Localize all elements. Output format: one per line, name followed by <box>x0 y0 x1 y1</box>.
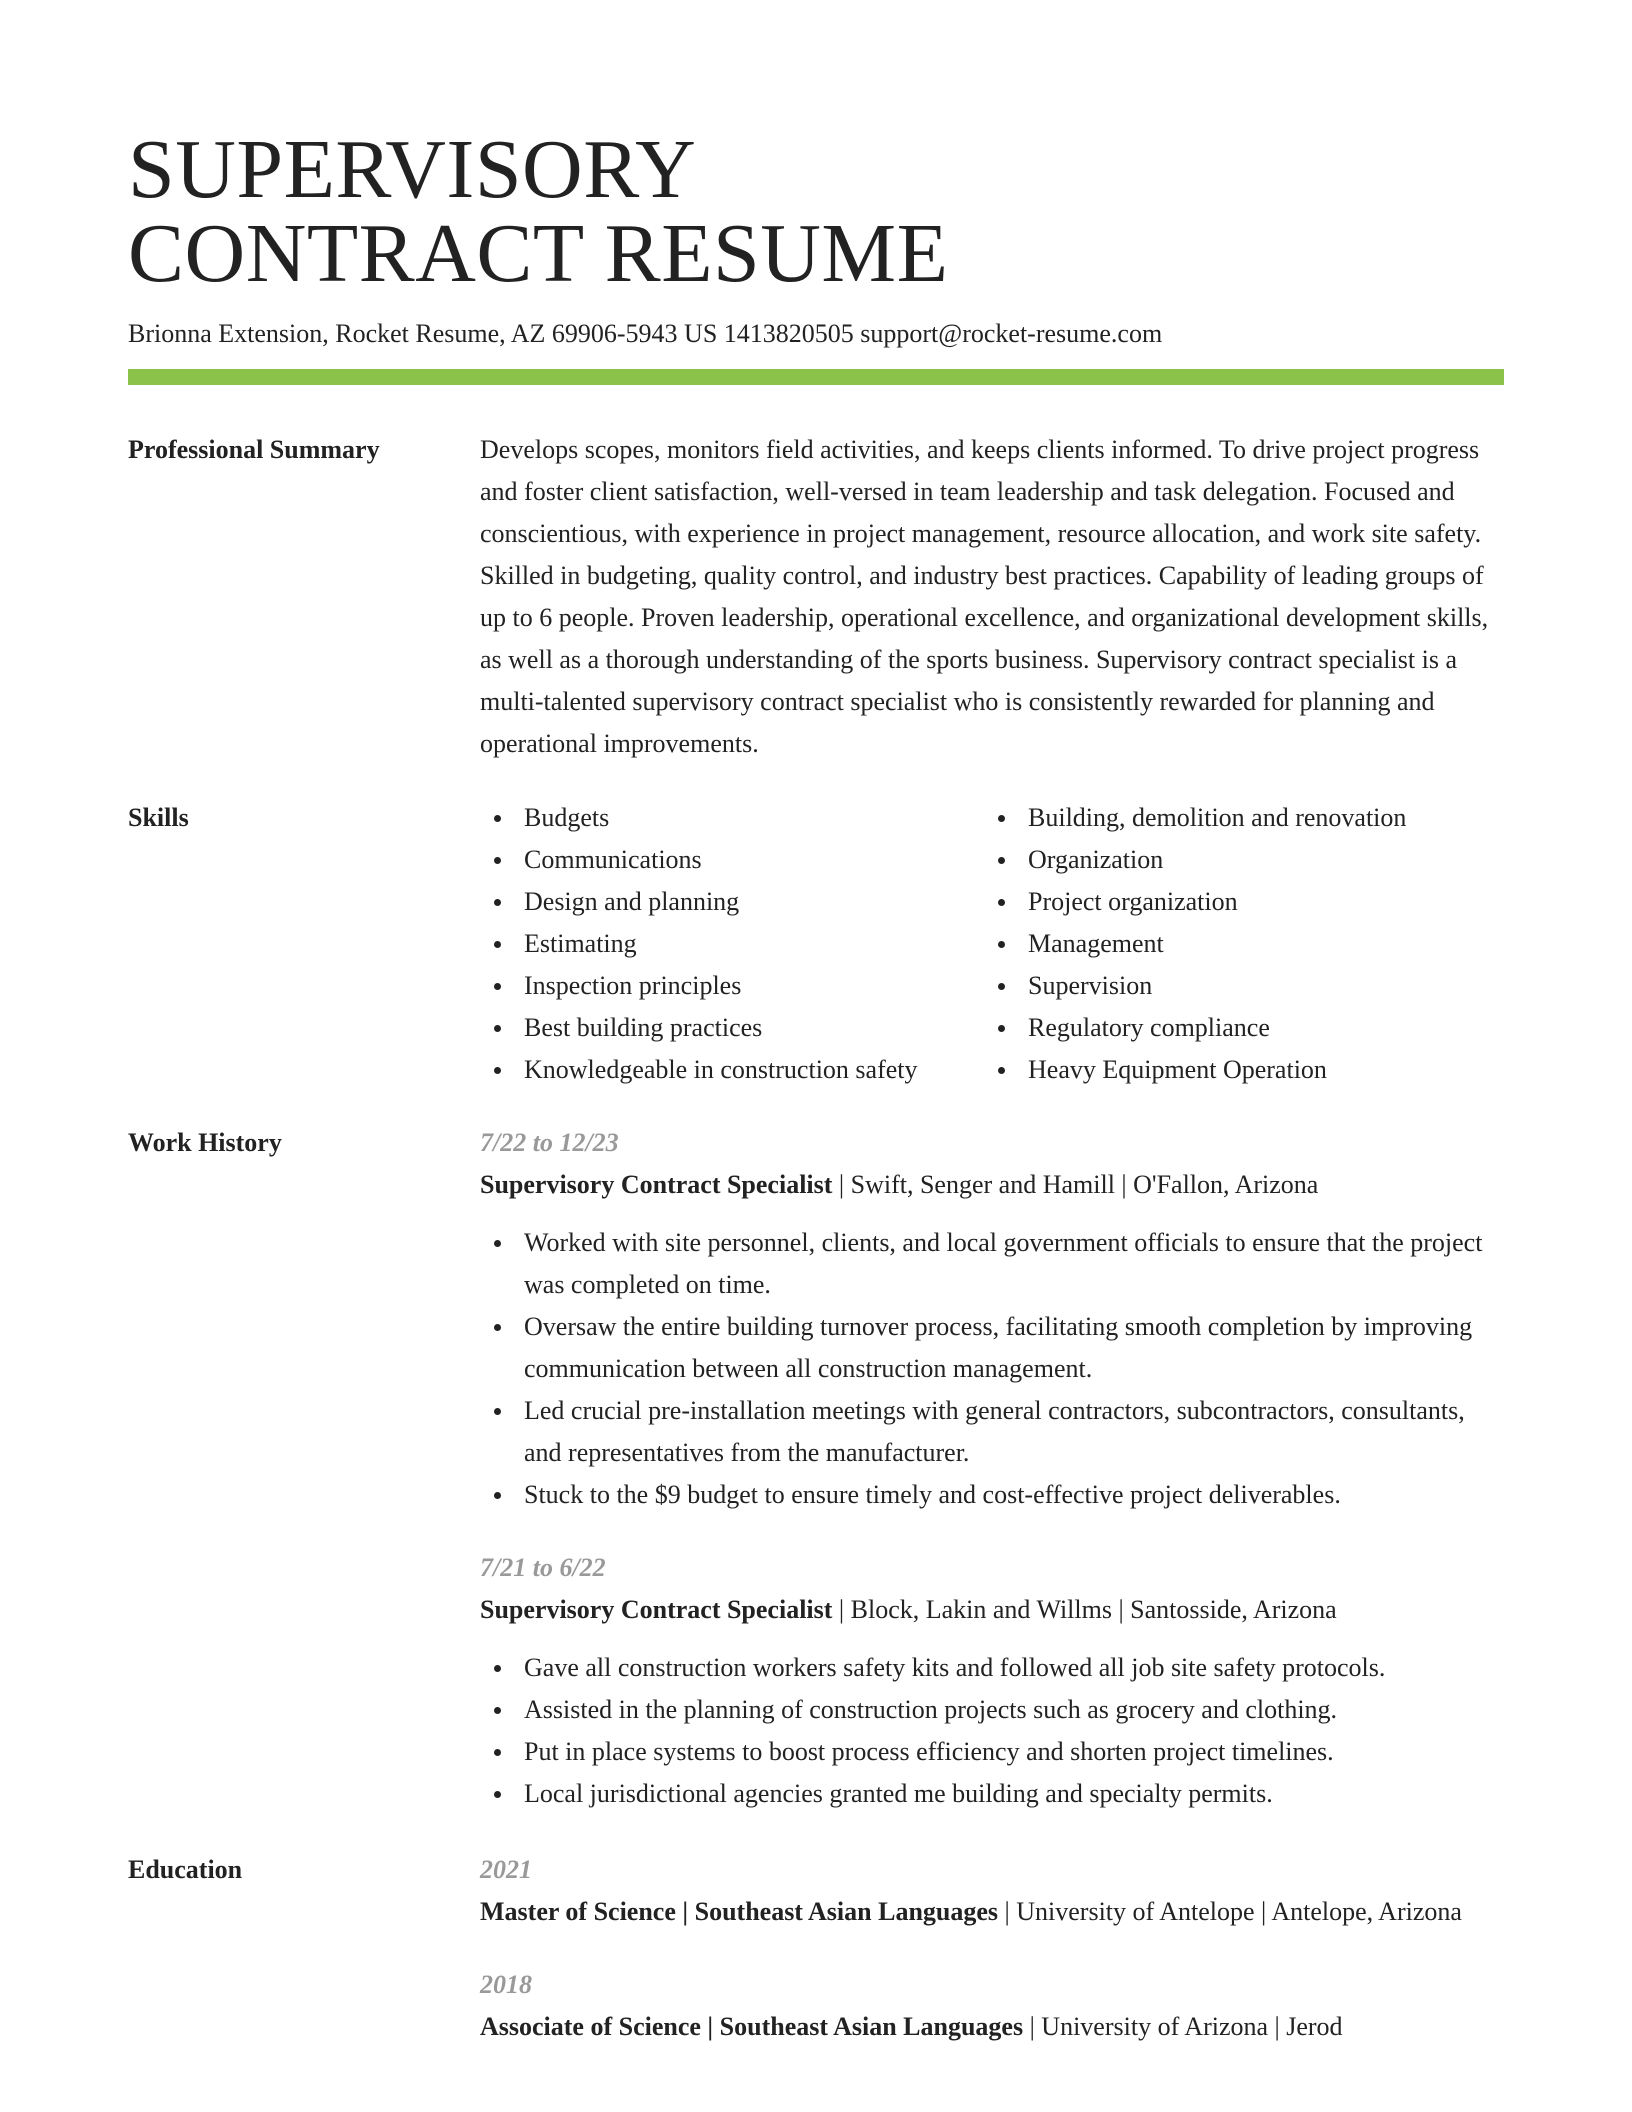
education-section <box>128 1849 1504 2048</box>
skills-column-right <box>984 797 1406 1091</box>
skill-item: Heavy Equipment Operation <box>984 1049 1406 1091</box>
job-heading <box>480 1164 1504 1206</box>
professional-summary-text: Develops scopes, monitors field activities, and keeps clients informed. To drive project progress and foster client satisfaction, well-versed in team leadership and task delegation. Focused and conscientious, with experience in project management, resource allocation, and work site safety. Skilled in budgeting, quality control, and industry best practices. Capability of leading groups of up to 6 people. Proven leadership, operational excellence, and organizational development skills, as well as a thorough understanding of the sports business. Supervisory contract specialist is a multi-talented supervisory contract specialist who is consistently rewarded for planning and operational improvements. <box>480 435 1489 758</box>
job-bullet: Gave all construction workers safety kits and followed all job site safety protocols. <box>480 1647 1504 1689</box>
job-heading <box>480 1589 1504 1631</box>
education-details: | University of Arizona | Jerod <box>1023 2012 1343 2041</box>
work-history-list <box>480 1122 1504 1815</box>
education-entry <box>480 1964 1504 2048</box>
skill-item: Communications <box>480 839 984 881</box>
education-heading <box>480 2006 1504 2048</box>
skill-item: Estimating <box>480 923 984 965</box>
job-entry <box>480 1122 1504 1516</box>
job-bullet: Worked with site personnel, clients, and local government officials to ensure that the project was completed on time. <box>480 1222 1504 1306</box>
job-role: Supervisory Contract Specialist <box>480 1595 833 1624</box>
job-bullet: Assisted in the planning of construction projects such as grocery and clothing. <box>480 1689 1504 1731</box>
education-date: 2021 <box>480 1855 532 1884</box>
resume-title <box>128 123 1504 300</box>
skill-item: Regulatory compliance <box>984 1007 1406 1049</box>
job-bullet: Oversaw the entire building turnover process, facilitating smooth completion by improving communication between all construction management. <box>480 1306 1504 1390</box>
education-entry <box>480 1849 1504 1933</box>
job-bullet: Led crucial pre-installation meetings with general contractors, subcontractors, consultants, and representatives from the manufacturer. <box>480 1390 1504 1474</box>
contact-info: Brionna Extension, Rocket Resume, AZ 69906-5943 US 1413820505 support@rocket-resume.com <box>128 319 1163 348</box>
job-bullet: Stuck to the $9 budget to ensure timely and cost-effective project deliverables. <box>480 1474 1504 1516</box>
education-date: 2018 <box>480 1970 532 1999</box>
job-bullets <box>480 1222 1504 1516</box>
education-details: | University of Antelope | Antelope, Arizona <box>998 1897 1462 1926</box>
skills-column-left <box>480 797 984 1091</box>
skill-item: Design and planning <box>480 881 984 923</box>
section-label-education: Education <box>128 1855 243 1884</box>
job-bullets <box>480 1647 1504 1815</box>
skill-item: Budgets <box>480 797 984 839</box>
job-bullet: Put in place systems to boost process efficiency and shorten project timelines. <box>480 1731 1504 1773</box>
job-date: 7/21 to 6/22 <box>480 1553 606 1582</box>
skill-item: Building, demolition and renovation <box>984 797 1406 839</box>
resume-page <box>128 123 1504 2048</box>
skill-item: Organization <box>984 839 1406 881</box>
section-label-work-history: Work History <box>128 1128 282 1157</box>
job-details: | Block, Lakin and Willms | Santosside, Arizona <box>832 1595 1337 1624</box>
education-heading <box>480 1891 1504 1933</box>
job-details: | Swift, Senger and Hamill | O'Fallon, Arizona <box>832 1170 1319 1199</box>
job-bullet: Local jurisdictional agencies granted me building and specialty permits. <box>480 1773 1504 1815</box>
skill-item: Inspection principles <box>480 965 984 1007</box>
skill-item: Knowledgeable in construction safety <box>480 1049 984 1091</box>
resume-title-line-2: CONTRACT RESUME <box>128 207 949 300</box>
education-list <box>480 1849 1504 2048</box>
section-label-skills: Skills <box>128 803 189 832</box>
job-role: Supervisory Contract Specialist <box>480 1170 833 1199</box>
resume-title-line-1: SUPERVISORY <box>128 123 697 216</box>
skill-item: Supervision <box>984 965 1406 1007</box>
education-degree: Associate of Science | Southeast Asian Languages <box>480 2012 1024 2041</box>
section-label-professional-summary: Professional Summary <box>128 435 380 464</box>
skill-item: Project organization <box>984 881 1406 923</box>
job-entry <box>480 1547 1504 1815</box>
work-history-section <box>128 1122 1504 1815</box>
professional-summary-section <box>128 429 1504 765</box>
skills-grid <box>480 797 1504 1091</box>
education-degree: Master of Science | Southeast Asian Languages <box>480 1897 999 1926</box>
accent-divider <box>128 369 1504 385</box>
skills-section <box>128 797 1504 1091</box>
skill-item: Management <box>984 923 1406 965</box>
skill-item: Best building practices <box>480 1007 984 1049</box>
job-date: 7/22 to 12/23 <box>480 1128 619 1157</box>
